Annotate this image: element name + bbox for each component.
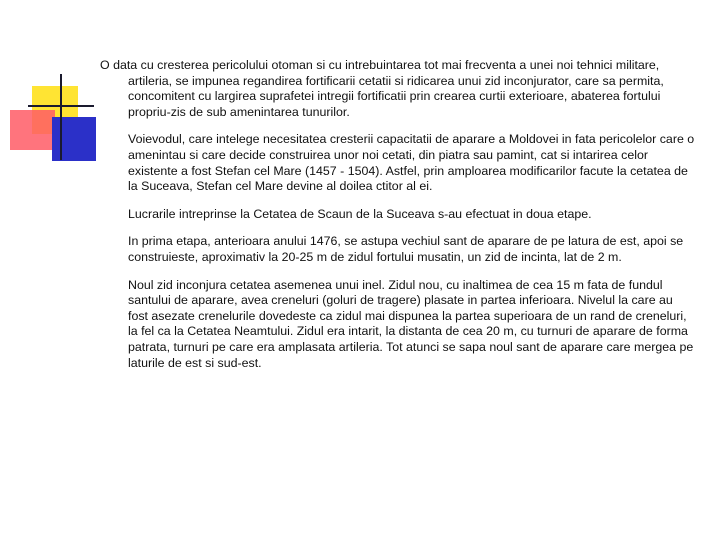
paragraph-works: Lucrarile intreprinse la Cetatea de Scaun de la Suceava s-au efectuat in doua etape.: [128, 206, 592, 221]
text-body: [100, 58, 695, 383]
paragraph-new-wall: Noul zid inconjura cetatea asemenea unui inel. Zidul nou, cu inaltimea de cea 15 m fata de fundul santului de aparare, avea creneluri (goluri de tragere) plasate in partea inferioara. Nivelul la care au fost asezate crenelurile dovedeste ca zidul mai dispunea la partea superioara de un rand de creneluri, la fel ca la Cetatea Neamtului. Zidul era intarit, la distanta de cea 20 m, cu turnuri de aparare de forma patrata, turnuri pe care era amplasata artileria. Tot atunci se sapa noul sant de aparare care mergea pe laturile de est si sud-est.: [128, 277, 694, 370]
paragraph-stefan: Voievodul, care intelege necesitatea cresterii capacitatii de aparare a Moldovei in fata pericolelor care o amenintau si care decide construirea unor noi cetati, din piatra sau pamint, cat si intarirea celor existente a fost Stefan cel Mare (1457 - 1504). Astfel, prin amploarea modificarilor facute la cetatea de la Suceava, Stefan cel Mare devine al doilea ctitor al ei.: [128, 132, 695, 194]
decor-vertical-line: [60, 74, 62, 160]
paragraph-intro: O data cu cresterea pericolului otoman si cu intrebuintarea tot mai frecventa a unei noi tehnici militare, artileria, se impunea regandirea fortificarii cetatii si ridicarea unui zid inconjurator, care sa permita, concomitent cu largirea suprafetei intregii fortificatii prin crearea curtii exterioare, abaterea fortului propriu-zis de sub amenintarea tunurilor.: [100, 58, 664, 119]
decor-red-square: [10, 110, 55, 150]
decor-blue-square: [52, 117, 96, 161]
paragraph-first-stage: In prima etapa, anterioara anului 1476, se astupa vechiul sant de aparare de pe latura de est, apoi se construieste, aproximativ la 20-25 m de zidul fortului musatin, un zid de incinta, lat de 2 m.: [128, 234, 684, 264]
